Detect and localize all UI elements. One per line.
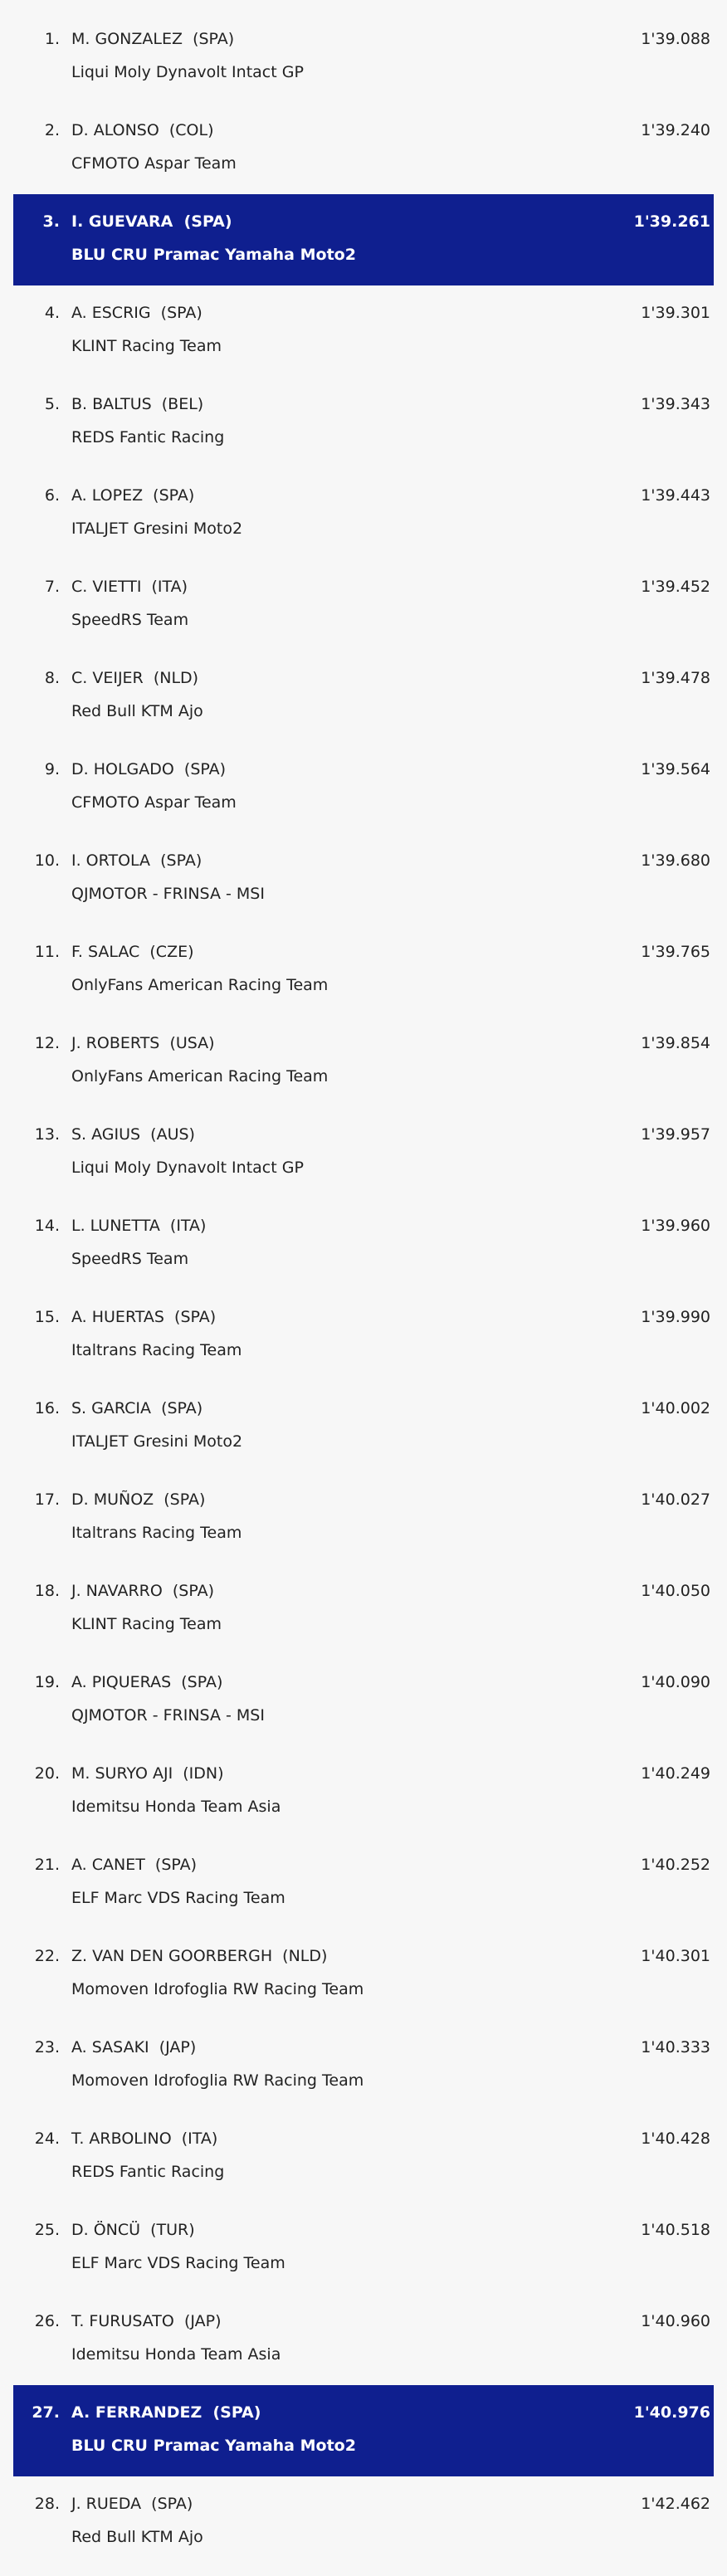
rider-name: S. AGIUS (AUS) — [71, 1125, 195, 1144]
lap-time: 1'40.333 — [641, 2038, 710, 2056]
position: 23. — [34, 2038, 60, 2056]
position: 4. — [44, 304, 60, 322]
position: 10. — [34, 851, 60, 870]
result-row — [13, 2476, 714, 2568]
lap-time: 1'40.518 — [641, 2221, 710, 2239]
result-row — [13, 103, 714, 194]
lap-time: 1'40.249 — [641, 1764, 710, 1783]
position: 17. — [34, 1490, 60, 1509]
team-name: QJMOTOR - FRINSA - MSI — [71, 885, 265, 903]
rider-name: A. CANET (SPA) — [71, 1856, 198, 1874]
team-name: ITALJET Gresini Moto2 — [71, 520, 243, 538]
result-row — [13, 12, 714, 103]
rider-name: D. ALONSO (COL) — [71, 121, 214, 139]
lap-time: 1'40.960 — [641, 2312, 710, 2330]
result-row — [13, 1198, 714, 1290]
result-row — [13, 1837, 714, 1929]
rider-name: J. NAVARRO (SPA) — [71, 1582, 215, 1600]
result-row — [13, 2203, 714, 2294]
team-name: Red Bull KTM Ajo — [71, 702, 203, 720]
team-name: OnlyFans American Racing Team — [71, 1067, 329, 1086]
rider-name: C. VIETTI (ITA) — [71, 578, 188, 596]
result-row — [13, 1929, 714, 2020]
team-name: Red Bull KTM Ajo — [71, 2528, 203, 2546]
team-name: REDS Fantic Racing — [71, 2163, 225, 2181]
team-name: KLINT Racing Team — [71, 337, 222, 355]
team-name: Italtrans Racing Team — [71, 1524, 242, 1542]
lap-time: 1'39.343 — [641, 395, 710, 413]
position: 11. — [34, 943, 60, 961]
rider-name: C. VEIJER (NLD) — [71, 669, 199, 687]
team-name: Idemitsu Honda Team Asia — [71, 1798, 281, 1816]
position: 2. — [44, 121, 60, 139]
team-name: SpeedRS Team — [71, 611, 189, 629]
lap-time: 1'40.050 — [641, 1582, 710, 1600]
team-name: Liqui Moly Dynavolt Intact GP — [71, 1159, 304, 1177]
team-name: CFMOTO Aspar Team — [71, 793, 237, 812]
position: 13. — [34, 1125, 60, 1144]
result-row — [13, 925, 714, 1016]
rider-name: M. GONZALEZ (SPA) — [71, 30, 235, 48]
lap-time: 1'40.428 — [641, 2130, 710, 2148]
position: 5. — [44, 395, 60, 413]
lap-time: 1'40.252 — [641, 1856, 710, 1874]
position: 15. — [34, 1308, 60, 1326]
lap-time: 1'40.976 — [633, 2403, 710, 2422]
position: 12. — [34, 1034, 60, 1052]
position: 7. — [44, 578, 60, 596]
result-row — [13, 1564, 714, 1655]
result-row — [13, 468, 714, 559]
position: 22. — [34, 1947, 60, 1965]
position: 20. — [34, 1764, 60, 1783]
rider-name: T. ARBOLINO (ITA) — [71, 2130, 218, 2148]
result-row — [13, 1016, 714, 1107]
lap-time: 1'42.462 — [641, 2495, 710, 2513]
result-row — [13, 1655, 714, 1746]
team-name: BLU CRU Pramac Yamaha Moto2 — [71, 246, 356, 264]
rider-name: T. FURUSATO (JAP) — [71, 2312, 222, 2330]
team-name: SpeedRS Team — [71, 1250, 189, 1268]
lap-time: 1'40.002 — [641, 1399, 710, 1417]
position: 6. — [44, 486, 60, 505]
position: 9. — [44, 760, 60, 778]
position: 18. — [34, 1582, 60, 1600]
result-row — [13, 1472, 714, 1564]
result-row — [13, 1107, 714, 1198]
lap-time: 1'39.301 — [641, 304, 710, 322]
lap-time: 1'39.564 — [641, 760, 710, 778]
position: 27. — [32, 2403, 60, 2422]
rider-name: D. HOLGADO (SPA) — [71, 760, 227, 778]
lap-time: 1'39.478 — [641, 669, 710, 687]
team-name: REDS Fantic Racing — [71, 428, 225, 446]
team-name: BLU CRU Pramac Yamaha Moto2 — [71, 2437, 356, 2455]
lap-time: 1'39.261 — [633, 212, 710, 231]
team-name: Italtrans Racing Team — [71, 1341, 242, 1359]
lap-time: 1'40.090 — [641, 1673, 710, 1691]
rider-name: B. BALTUS (BEL) — [71, 395, 204, 413]
result-row — [13, 1381, 714, 1472]
result-row-highlighted — [13, 194, 714, 285]
result-row — [13, 2020, 714, 2111]
team-name: Idemitsu Honda Team Asia — [71, 2345, 281, 2364]
lap-time: 1'39.452 — [641, 578, 710, 596]
team-name: QJMOTOR - FRINSA - MSI — [71, 1706, 265, 1725]
position: 1. — [44, 30, 60, 48]
result-row — [13, 742, 714, 833]
position: 21. — [34, 1856, 60, 1874]
position: 25. — [34, 2221, 60, 2239]
rider-name: A. PIQUERAS (SPA) — [71, 1673, 223, 1691]
result-row — [13, 2111, 714, 2203]
lap-time: 1'40.027 — [641, 1490, 710, 1509]
rider-name: D. MUÑOZ (SPA) — [71, 1490, 206, 1509]
result-row — [13, 559, 714, 651]
rider-name: A. HUERTAS (SPA) — [71, 1308, 217, 1326]
rider-name: S. GARCIA (SPA) — [71, 1399, 203, 1417]
position: 19. — [34, 1673, 60, 1691]
rider-name: J. ROBERTS (USA) — [71, 1034, 215, 1052]
team-name: Liqui Moly Dynavolt Intact GP — [71, 63, 304, 81]
team-name: KLINT Racing Team — [71, 1615, 222, 1633]
position: 16. — [34, 1399, 60, 1417]
position: 3. — [42, 212, 60, 231]
rider-name: A. ESCRIG (SPA) — [71, 304, 202, 322]
lap-time: 1'39.957 — [641, 1125, 710, 1144]
result-row — [13, 377, 714, 468]
rider-name: I. ORTOLA (SPA) — [71, 851, 202, 870]
lap-time: 1'39.854 — [641, 1034, 710, 1052]
rider-name: Z. VAN DEN GOORBERGH (NLD) — [71, 1947, 328, 1965]
lap-time: 1'39.680 — [641, 851, 710, 870]
rider-name: D. ÖNCÜ (TUR) — [71, 2221, 195, 2239]
lap-time: 1'39.088 — [641, 30, 710, 48]
rider-name: M. SURYO AJI (IDN) — [71, 1764, 224, 1783]
rider-name: A. LOPEZ (SPA) — [71, 486, 195, 505]
team-name: ELF Marc VDS Racing Team — [71, 1889, 285, 1907]
position: 28. — [34, 2495, 60, 2513]
position: 8. — [44, 669, 60, 687]
team-name: Momoven Idrofoglia RW Racing Team — [71, 1980, 364, 1998]
result-row — [13, 1746, 714, 1837]
rider-name: F. SALAC (CZE) — [71, 943, 194, 961]
result-row — [13, 651, 714, 742]
result-row — [13, 833, 714, 925]
team-name: OnlyFans American Racing Team — [71, 976, 329, 994]
team-name: ELF Marc VDS Racing Team — [71, 2254, 285, 2272]
rider-name: A. FERRANDEZ (SPA) — [71, 2403, 261, 2422]
position: 26. — [34, 2312, 60, 2330]
result-row — [13, 1290, 714, 1381]
lap-time: 1'39.960 — [641, 1217, 710, 1235]
lap-time: 1'39.765 — [641, 943, 710, 961]
team-name: ITALJET Gresini Moto2 — [71, 1432, 243, 1451]
result-row-highlighted — [13, 2385, 714, 2476]
team-name: Momoven Idrofoglia RW Racing Team — [71, 2071, 364, 2090]
result-row — [13, 285, 714, 377]
rider-name: A. SASAKI (JAP) — [71, 2038, 197, 2056]
team-name: CFMOTO Aspar Team — [71, 154, 237, 173]
lap-time: 1'39.990 — [641, 1308, 710, 1326]
position: 14. — [34, 1217, 60, 1235]
rider-name: L. LUNETTA (ITA) — [71, 1217, 207, 1235]
result-row — [13, 2294, 714, 2385]
lap-time: 1'40.301 — [641, 1947, 710, 1965]
position: 24. — [34, 2130, 60, 2148]
lap-time: 1'39.443 — [641, 486, 710, 505]
lap-time: 1'39.240 — [641, 121, 710, 139]
rider-name: I. GUEVARA (SPA) — [71, 212, 232, 231]
rider-name: J. RUEDA (SPA) — [71, 2495, 193, 2513]
